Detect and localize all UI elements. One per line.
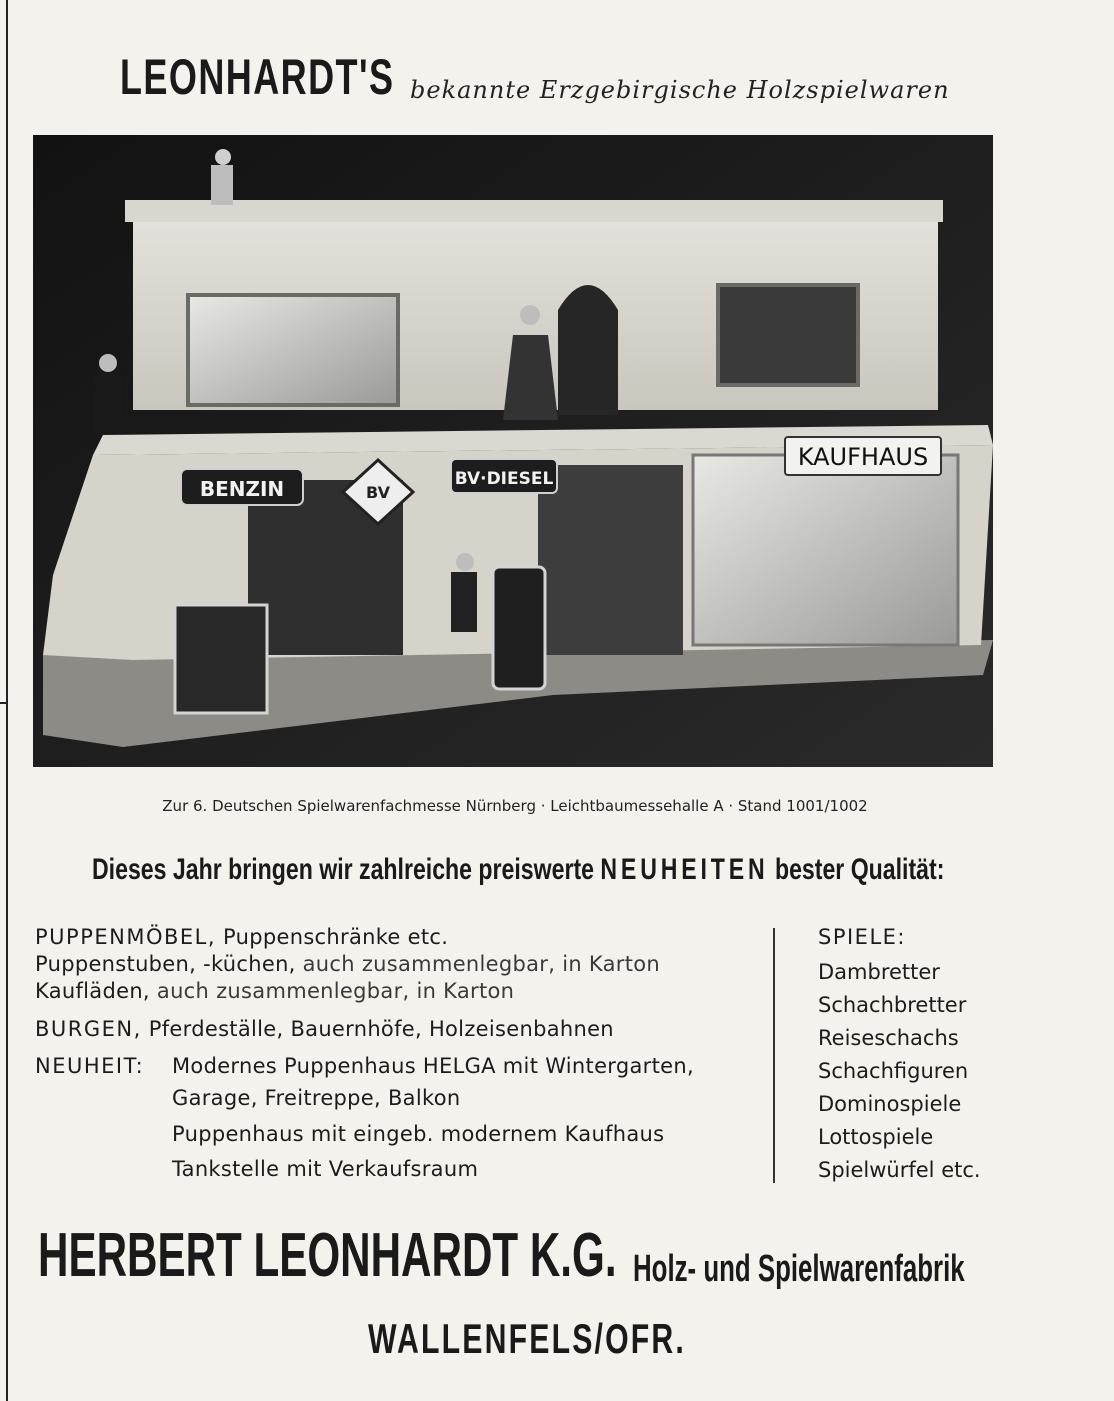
neuheit-item: Garage, Freitreppe, Balkon [172, 1086, 461, 1110]
games-item: Dambretter [818, 960, 940, 984]
upper-window-left [188, 295, 398, 405]
games-item: Reiseschachs [818, 1026, 959, 1050]
neuheit-item: Puppenhaus mit eingeb. modernem Kaufhaus [172, 1122, 665, 1146]
product-line-2 [35, 952, 660, 976]
company-description: Holz- und Spielwarenfabrik [633, 1248, 965, 1290]
games-item: Lottospiele [818, 1125, 934, 1149]
games-item: Schachfiguren [818, 1059, 969, 1083]
bv-logo-text: BV [366, 483, 390, 502]
sign-bv-diesel-text: BV·DIESEL [454, 469, 554, 489]
toy-building-photo [33, 135, 993, 767]
product-text: Kaufläden, [35, 979, 150, 1003]
games-title: SPIELE: [818, 925, 906, 949]
fair-caption: Zur 6. Deutschen Spielwarenfachmesse Nürnberg · Leichtbaumessehalle A · Stand 1001/1002 [162, 797, 868, 815]
fuel-pump [493, 567, 545, 689]
brand-tagline: bekannte Erzgebirgische Holzspielwaren [410, 76, 950, 104]
neuheit-label: NEUHEIT: [35, 1054, 145, 1078]
sign-kaufhaus-text: KAUFHAUS [797, 443, 929, 471]
neuheit-item: Tankstelle mit Verkaufsraum [172, 1157, 479, 1181]
brand-title: LEONHARDT'S [120, 49, 395, 105]
games-item: Schachbretter [818, 993, 967, 1017]
product-keyword-puppenmoebel: PUPPENMÖBEL, [35, 925, 217, 949]
product-line-1 [35, 925, 448, 949]
headline [92, 853, 944, 887]
product-line-3 [35, 979, 514, 1003]
product-note: auch zusammenlegbar, in Karton [149, 979, 515, 1003]
page-edge-rule [6, 0, 8, 1401]
neuheit-line-1 [35, 1054, 144, 1078]
column-divider [773, 928, 775, 1183]
entrance-doors [538, 465, 683, 655]
neuheit-item: Modernes Puppenhaus HELGA mit Wintergarten, [172, 1054, 694, 1078]
product-note: auch zusammenlegbar, in Karton [295, 952, 661, 976]
cabinet [175, 605, 267, 713]
upper-window-right [718, 285, 858, 385]
headline-emphasis: NEUHEITEN [600, 853, 769, 886]
headline-start: Dieses Jahr bringen wir zahlreiche preiswerte [92, 853, 601, 886]
arched-doorway [558, 285, 618, 415]
product-line-4 [35, 1017, 614, 1041]
page-tick-mark [0, 702, 8, 704]
headline-end: bester Qualität: [768, 853, 945, 886]
product-text: Puppenstuben, -küchen, [35, 952, 296, 976]
product-text: Puppenschränke etc. [216, 925, 449, 949]
sign-benzin-text: BENZIN [199, 477, 285, 501]
shop-window [693, 455, 958, 645]
product-text: Pferdeställe, Bauernhöfe, Holzeisenbahnen [141, 1017, 614, 1041]
games-item: Spielwürfel etc. [818, 1158, 981, 1182]
company-name: HERBERT LEONHARDT K.G. [38, 1221, 617, 1290]
games-item: Dominospiele [818, 1092, 962, 1116]
product-keyword-burgen: BURGEN, [35, 1017, 142, 1041]
company-city: WALLENFELS/OFR. [368, 1315, 686, 1362]
